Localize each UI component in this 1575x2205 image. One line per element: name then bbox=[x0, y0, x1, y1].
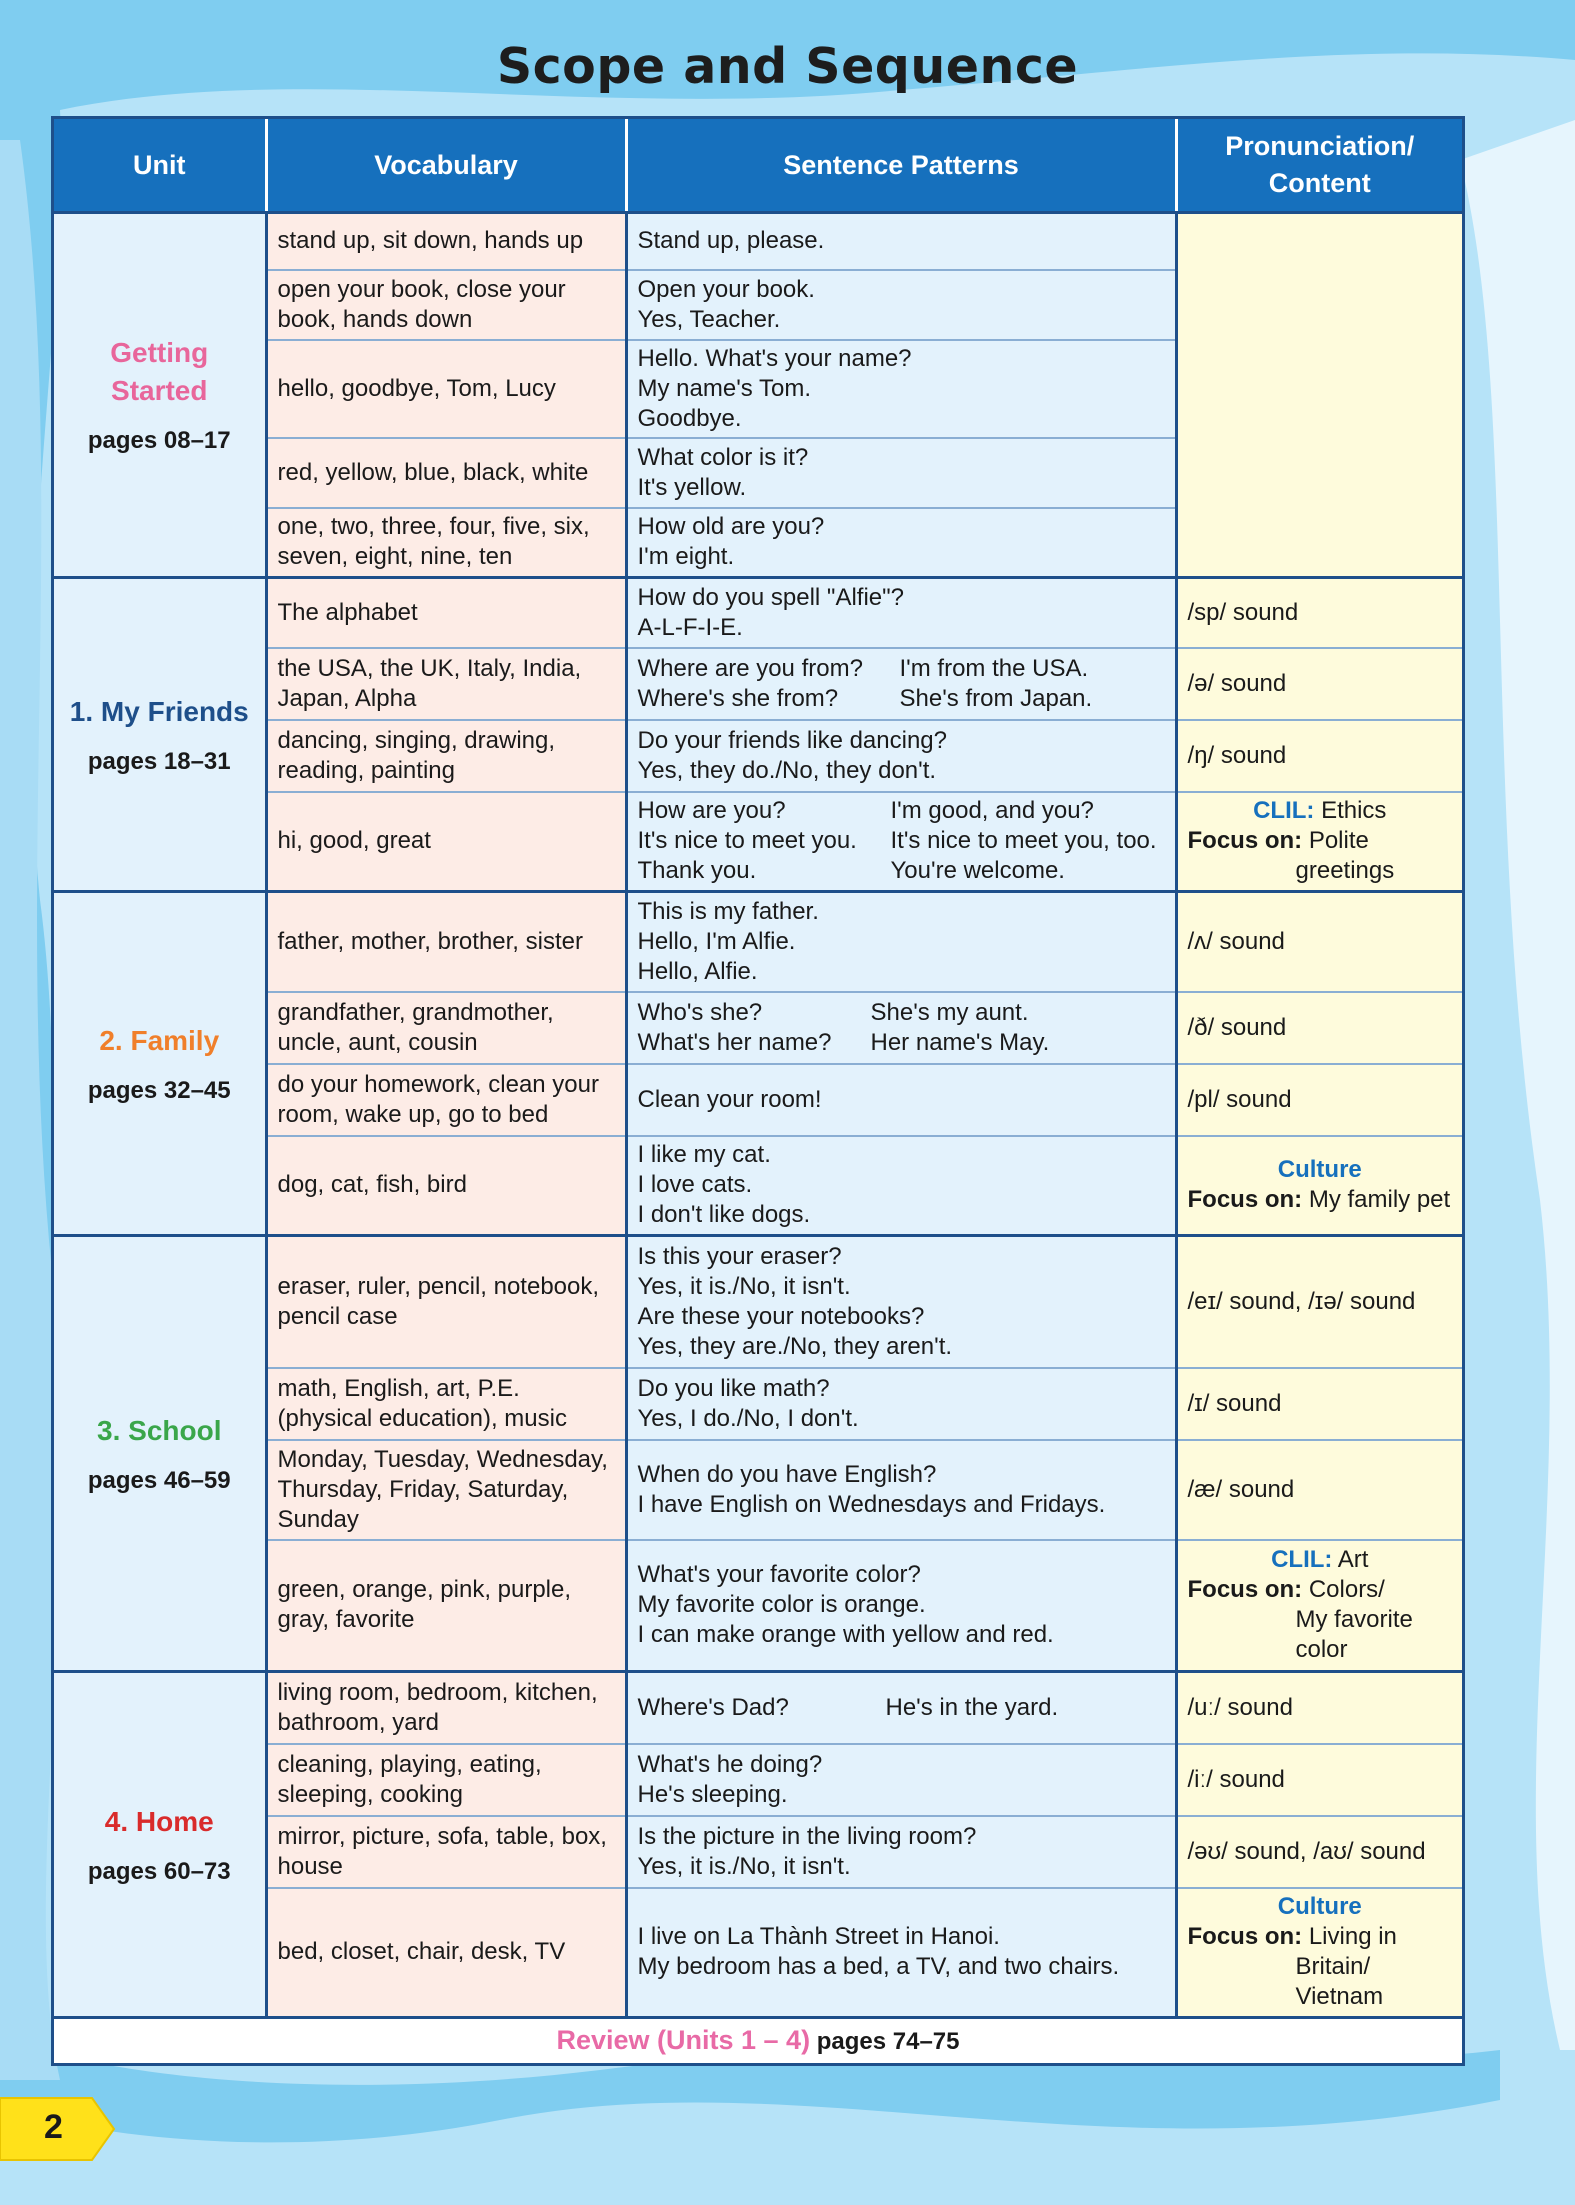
sentence-pair bbox=[638, 796, 1165, 826]
pronunciation-cell: /pl/ sound bbox=[1176, 1064, 1462, 1136]
table-row bbox=[54, 1368, 1462, 1440]
sentence-cell bbox=[626, 1540, 1176, 1672]
table-row bbox=[54, 720, 1462, 792]
sentence-line: Is the picture in the living room? bbox=[637, 1822, 977, 1850]
content-heading bbox=[1188, 1545, 1453, 1575]
unit-pages: pages 60–73 bbox=[87, 1857, 231, 1885]
sentence-cell bbox=[626, 1136, 1176, 1236]
pronunciation-cell: /sp/ sound bbox=[1176, 578, 1462, 648]
pronunciation-cell: /ð/ sound bbox=[1176, 992, 1462, 1064]
table-row bbox=[54, 792, 1462, 892]
content-cell bbox=[1176, 1888, 1462, 2018]
focus-value: Polite bbox=[1308, 827, 1369, 855]
vocab-cell: father, mother, brother, sister bbox=[266, 892, 626, 992]
sentence-line: What's her name? bbox=[637, 1028, 832, 1056]
unit-name bbox=[64, 334, 255, 410]
unit-name: 4. Home bbox=[104, 1805, 214, 1837]
pronunciation-cell: /eɪ/ sound, /ɪə/ sound bbox=[1176, 1236, 1462, 1368]
header-unit: Unit bbox=[54, 119, 266, 213]
sentence-cell bbox=[626, 992, 1176, 1064]
unit-pages: pages 32–45 bbox=[87, 1076, 231, 1104]
sentence-line: When do you have English? bbox=[637, 1460, 937, 1488]
content-cell bbox=[1176, 792, 1462, 892]
unit-name: 2. Family bbox=[99, 1024, 220, 1056]
unit-pages: pages 08–17 bbox=[87, 427, 231, 454]
page-number: 2 bbox=[44, 2108, 63, 2146]
sentence-cell bbox=[626, 792, 1176, 892]
unit-getting-started bbox=[54, 213, 266, 578]
focus-value: Britain/ bbox=[1295, 1953, 1371, 1981]
unit-home bbox=[54, 1672, 266, 2018]
vocab-cell: grandfather, grandmother, uncle, aunt, cousin bbox=[266, 992, 626, 1064]
sentence-line: What's your favorite color? bbox=[637, 1561, 921, 1589]
table-row bbox=[54, 1816, 1462, 1888]
vocab-cell: cleaning, playing, eating, sleeping, cooking bbox=[266, 1744, 626, 1816]
vocab-cell: hello, goodbye, Tom, Lucy bbox=[266, 340, 626, 438]
clil-label: CLIL: bbox=[1253, 797, 1315, 825]
sentence-line: My favorite color is orange. bbox=[637, 1591, 926, 1619]
sentence-pair bbox=[638, 684, 1165, 714]
focus-label: Focus on: bbox=[1187, 827, 1303, 855]
vocab-cell: math, English, art, P.E. (physical education), music bbox=[266, 1368, 626, 1440]
sentence-line: Yes, I do./No, I don't. bbox=[637, 1404, 859, 1432]
content-heading bbox=[1188, 796, 1453, 826]
sentence-line: Hello, I'm Alfie. bbox=[637, 927, 796, 955]
review-row bbox=[54, 2018, 1462, 2064]
sentence-line: Clean your room! bbox=[637, 1085, 822, 1113]
unit-family bbox=[54, 892, 266, 1236]
sentence-line: I have English on Wednesdays and Fridays. bbox=[637, 1490, 1106, 1518]
table-row bbox=[54, 578, 1462, 648]
sentence-line: Where's Dad? bbox=[637, 1693, 789, 1721]
sentence-line: Hello. What's your name? bbox=[637, 344, 912, 372]
header-pronunciation-line2: Content bbox=[1268, 168, 1371, 198]
sentence-cell bbox=[626, 1816, 1176, 1888]
sentence-line: I live on La Thành Street in Hanoi. bbox=[637, 1923, 1000, 1951]
sentence-line: Are these your notebooks? bbox=[637, 1302, 925, 1330]
sentence-line: He's sleeping. bbox=[637, 1780, 788, 1808]
sentence-line: Yes, it is./No, it isn't. bbox=[637, 1272, 851, 1300]
focus-label: Focus on: bbox=[1187, 1576, 1303, 1604]
table-row bbox=[54, 1440, 1462, 1540]
sentence-line: It's nice to meet you, too. bbox=[890, 827, 1157, 855]
vocab-cell: eraser, ruler, pencil, notebook, pencil case bbox=[266, 1236, 626, 1368]
pronunciation-cell: /ɪ/ sound bbox=[1176, 1368, 1462, 1440]
clil-label: CLIL: bbox=[1271, 1546, 1333, 1574]
sentence-cell bbox=[626, 213, 1176, 270]
sentence-line: Her name's May. bbox=[870, 1028, 1050, 1056]
table-row bbox=[54, 992, 1462, 1064]
table-header-row bbox=[54, 119, 1462, 213]
culture-label: Culture bbox=[1277, 1893, 1362, 1921]
table-row bbox=[54, 1540, 1462, 1672]
sentence-line: Yes, it is./No, it isn't. bbox=[637, 1852, 851, 1880]
sentence-line: It's nice to meet you. bbox=[637, 827, 857, 855]
header-sentence-patterns: Sentence Patterns bbox=[626, 119, 1176, 213]
sentence-cell bbox=[626, 578, 1176, 648]
sentence-line: Do your friends like dancing? bbox=[637, 726, 948, 754]
sentence-line: I can make orange with yellow and red. bbox=[637, 1621, 1054, 1649]
sentence-cell bbox=[626, 1368, 1176, 1440]
sentence-cell bbox=[626, 1236, 1176, 1368]
pronunciation-cell-empty bbox=[1176, 213, 1462, 578]
unit-name: 1. My Friends bbox=[69, 695, 249, 727]
vocab-cell: Monday, Tuesday, Wednesday, Thursday, Friday, Saturday, Sunday bbox=[266, 1440, 626, 1540]
vocab-cell: green, orange, pink, purple, gray, favorite bbox=[266, 1540, 626, 1672]
sentence-line: Hello, Alfie. bbox=[637, 957, 758, 985]
sentence-line: My bedroom has a bed, a TV, and two chairs. bbox=[637, 1953, 1120, 1981]
vocab-cell: hi, good, great bbox=[266, 792, 626, 892]
focus-value: greetings bbox=[1295, 857, 1395, 885]
unit-my-friends bbox=[54, 578, 266, 892]
sentence-line: Do you like math? bbox=[637, 1374, 830, 1402]
table-row bbox=[54, 213, 1462, 270]
table-row bbox=[54, 1136, 1462, 1236]
sentence-line: Goodbye. bbox=[637, 404, 742, 432]
sentence-pair bbox=[638, 826, 1165, 856]
sentence-line: How do you spell "Alfie"? bbox=[637, 583, 905, 611]
sentence-line: It's yellow. bbox=[637, 473, 747, 501]
focus-value: Colors/ bbox=[1308, 1576, 1385, 1604]
focus-value: My family pet bbox=[1308, 1186, 1451, 1214]
clil-value: Art bbox=[1337, 1546, 1369, 1574]
vocab-cell: bed, closet, chair, desk, TV bbox=[266, 1888, 626, 2018]
sentence-line: Stand up, please. bbox=[637, 227, 825, 255]
pronunciation-cell: /uː/ sound bbox=[1176, 1672, 1462, 1744]
sentence-cell bbox=[626, 1672, 1176, 1744]
sentence-line: I love cats. bbox=[637, 1171, 753, 1199]
review-label: Review (Units 1 – 4) bbox=[556, 2025, 811, 2055]
sentence-line: I like my cat. bbox=[637, 1141, 771, 1169]
vocab-cell: dancing, singing, drawing, reading, painting bbox=[266, 720, 626, 792]
review-pages: pages 74–75 bbox=[816, 2028, 960, 2055]
sentence-line: What color is it? bbox=[637, 443, 809, 471]
sentence-line: He's in the yard. bbox=[885, 1693, 1059, 1721]
content-cell bbox=[1176, 1136, 1462, 1236]
table-row bbox=[54, 1744, 1462, 1816]
sentence-line: Yes, they are./No, they aren't. bbox=[637, 1332, 953, 1360]
pronunciation-cell: /ə/ sound bbox=[1176, 648, 1462, 720]
table-row bbox=[54, 648, 1462, 720]
culture-label: Culture bbox=[1277, 1156, 1362, 1184]
sentence-line: A-L-F-I-E. bbox=[637, 613, 743, 641]
content-cell bbox=[1176, 1540, 1462, 1672]
pronunciation-cell: /ŋ/ sound bbox=[1176, 720, 1462, 792]
table-row bbox=[54, 1888, 1462, 2018]
pronunciation-cell: /ʌ/ sound bbox=[1176, 892, 1462, 992]
sentence-line: My name's Tom. bbox=[637, 374, 812, 402]
sentence-line: I don't like dogs. bbox=[637, 1201, 811, 1229]
sentence-line: This is my father. bbox=[637, 897, 819, 925]
sentence-line: Where's she from? bbox=[637, 684, 839, 712]
sentence-line: Open your book. bbox=[637, 275, 815, 303]
sentence-pair bbox=[638, 1028, 1165, 1058]
sentence-line: She's my aunt. bbox=[870, 998, 1029, 1026]
header-vocabulary: Vocabulary bbox=[266, 119, 626, 213]
table-row bbox=[54, 1672, 1462, 1744]
unit-pages: pages 46–59 bbox=[87, 1466, 231, 1494]
sentence-line: How old are you? bbox=[637, 513, 825, 541]
sentence-line: Where are you from? bbox=[637, 654, 863, 682]
sentence-line: I'm eight. bbox=[637, 543, 735, 571]
sentence-cell bbox=[626, 508, 1176, 578]
table-row bbox=[54, 892, 1462, 992]
sentence-pair bbox=[638, 654, 1165, 684]
vocab-cell: one, two, three, four, five, six, seven, eight, nine, ten bbox=[266, 508, 626, 578]
sentence-pair bbox=[638, 1693, 1165, 1723]
sentence-line: She's from Japan. bbox=[899, 684, 1093, 712]
table-row bbox=[54, 1236, 1462, 1368]
pronunciation-cell: /æ/ sound bbox=[1176, 1440, 1462, 1540]
vocab-cell: living room, bedroom, kitchen, bathroom, yard bbox=[266, 1672, 626, 1744]
sentence-cell bbox=[626, 1888, 1176, 2018]
sentence-line: I'm good, and you? bbox=[890, 797, 1094, 825]
vocab-cell: dog, cat, fish, bird bbox=[266, 1136, 626, 1236]
header-pronunciation-content bbox=[1176, 119, 1462, 213]
vocab-cell: do your homework, clean your room, wake up, go to bed bbox=[266, 1064, 626, 1136]
sentence-pair bbox=[638, 998, 1165, 1028]
focus-value: color bbox=[1295, 1636, 1348, 1664]
unit-pages: pages 18–31 bbox=[87, 747, 231, 775]
focus-label: Focus on: bbox=[1187, 1923, 1303, 1951]
sentence-line: You're welcome. bbox=[890, 857, 1065, 885]
sentence-line: Thank you. bbox=[637, 857, 757, 885]
unit-name-line2: Started bbox=[111, 375, 208, 406]
pronunciation-cell: /əʊ/ sound, /aʊ/ sound bbox=[1176, 1816, 1462, 1888]
sentence-cell bbox=[626, 1064, 1176, 1136]
sentence-line: Is this your eraser? bbox=[637, 1242, 842, 1270]
vocab-cell: the USA, the UK, Italy, India, Japan, Alpha bbox=[266, 648, 626, 720]
sentence-cell bbox=[626, 340, 1176, 438]
sentence-line: I'm from the USA. bbox=[899, 654, 1089, 682]
focus-label: Focus on: bbox=[1187, 1186, 1303, 1214]
table-row bbox=[54, 1064, 1462, 1136]
vocab-cell: open your book, close your book, hands down bbox=[266, 270, 626, 340]
sentence-cell bbox=[626, 1744, 1176, 1816]
focus-value: My favorite bbox=[1295, 1606, 1413, 1634]
focus-value: Vietnam bbox=[1295, 1983, 1384, 2011]
unit-school bbox=[54, 1236, 266, 1672]
sentence-line: How are you? bbox=[637, 797, 786, 825]
clil-value: Ethics bbox=[1321, 797, 1387, 825]
sentence-cell bbox=[626, 438, 1176, 508]
focus-value: Living in bbox=[1308, 1923, 1397, 1951]
sentence-line: Yes, Teacher. bbox=[637, 305, 781, 333]
pronunciation-cell: /iː/ sound bbox=[1176, 1744, 1462, 1816]
sentence-cell bbox=[626, 720, 1176, 792]
review-cell bbox=[54, 2018, 1462, 2064]
sentence-cell bbox=[626, 648, 1176, 720]
sentence-line: What's he doing? bbox=[637, 1750, 823, 1778]
vocab-cell: red, yellow, blue, black, white bbox=[266, 438, 626, 508]
page-title: Scope and Sequence bbox=[496, 38, 1079, 95]
vocab-cell: mirror, picture, sofa, table, box, house bbox=[266, 1816, 626, 1888]
unit-name-line1: Getting bbox=[110, 337, 209, 368]
vocab-cell: stand up, sit down, hands up bbox=[266, 213, 626, 270]
header-pronunciation-line1: Pronunciation/ bbox=[1225, 131, 1415, 161]
vocab-cell: The alphabet bbox=[266, 578, 626, 648]
scope-sequence-table bbox=[51, 116, 1465, 2066]
sentence-cell bbox=[626, 270, 1176, 340]
unit-name: 3. School bbox=[97, 1414, 222, 1446]
sentence-cell bbox=[626, 1440, 1176, 1540]
sentence-line: Who's she? bbox=[637, 998, 763, 1026]
sentence-pair bbox=[638, 856, 1165, 886]
sentence-line: Yes, they do./No, they don't. bbox=[637, 756, 937, 784]
sentence-cell bbox=[626, 892, 1176, 992]
